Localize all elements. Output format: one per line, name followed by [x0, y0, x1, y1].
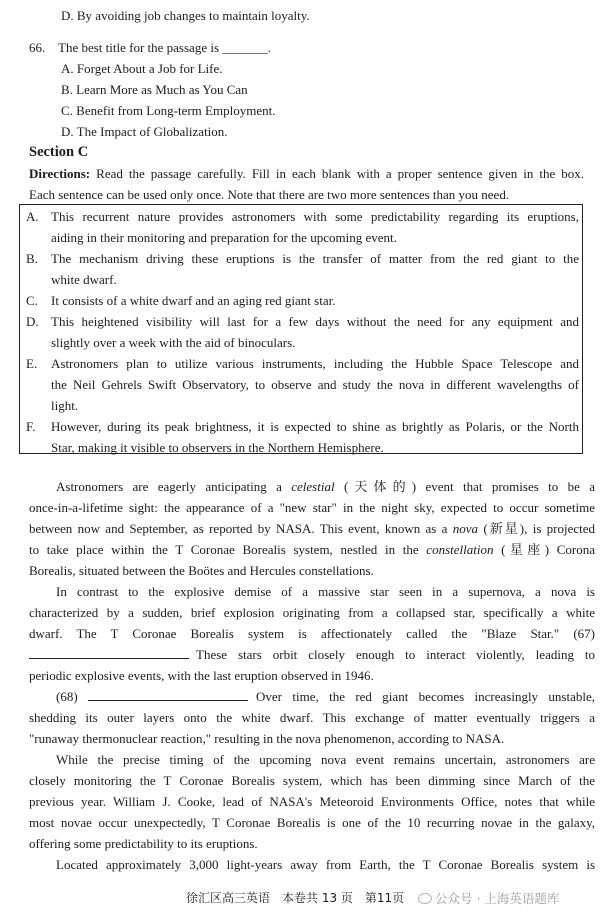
p1-line-5: Borealis, situated between the Boötes and Hercules constellations.	[29, 563, 374, 578]
section-title: Section C	[29, 144, 89, 160]
blank-68-number: (68)	[56, 689, 78, 704]
directions-line-2: Each sentence can be used only once. Note that there are two more sentences than you need.	[29, 187, 510, 202]
word-nova: nova	[452, 521, 479, 536]
option-b-line-2: white dwarf.	[51, 272, 117, 287]
p1-text: between now and September, as reported by NASA. This event, known as a	[29, 521, 448, 536]
option-d-key: D.	[26, 314, 39, 329]
p1-line-1	[56, 476, 595, 497]
word-constellation: constellation	[426, 542, 494, 557]
q66-option-b: B. Learn More as Much as You Can	[61, 82, 248, 97]
p1-text: Astronomers are eagerly anticipating a	[56, 479, 282, 494]
p1-line-3	[29, 518, 595, 539]
p3-line-3: "runaway thermonuclear reaction," resulting in the nova phenomenon, according to NASA.	[29, 731, 505, 746]
option-a-key: A.	[26, 209, 39, 224]
watermark-text: 公众号 · 上海英语题库	[435, 891, 560, 906]
p2-line-4: These stars orbit closely enough to interact violently, leading to	[196, 647, 595, 662]
option-e-key: E.	[26, 356, 38, 371]
directions-label: Directions:	[29, 166, 91, 181]
p2-line-3: dwarf. The T Coronae Borealis system is affectionately called the "Blaze Star." (67)	[29, 626, 595, 641]
option-f-key: F.	[26, 419, 36, 434]
p1-text: event that promises to be a	[425, 479, 596, 494]
option-d-line-1: This heightened visibility will last for a few days without the need for any equipment and	[51, 314, 579, 329]
directions-line-1	[29, 163, 584, 184]
watermark	[418, 888, 559, 909]
p3-line-2: shedding its outer layers onto the white dwarf. This exchange of matter eventually triggers a	[29, 710, 595, 725]
p4-line-3: previous year. William J. Cooke, lead of NASA's Meteoroid Environments Office, notes that while	[29, 794, 595, 809]
option-b-key: B.	[26, 251, 38, 266]
q66-number: 66.	[29, 40, 46, 55]
wechat-icon	[418, 893, 432, 904]
p2-line-1: In contrast to the explosive demise of a massive star seen in a supernova, a nova is	[56, 584, 595, 599]
blank-68	[88, 686, 248, 707]
p3-line-1: Over time, the red giant becomes increasingly unstable,	[256, 689, 595, 704]
p1-line-4	[29, 539, 595, 560]
word-celestial: celestial	[291, 479, 335, 494]
option-a-line-2: aiding in their monitoring and preparation for the upcoming event.	[51, 230, 397, 245]
option-f-line-1: However, during its peak brightness, it is expected to shine as brightly as Polaris, or the North	[51, 419, 579, 434]
q65-option-d: D. By avoiding job changes to maintain loyalty.	[61, 8, 310, 23]
page-footer: 徐汇区高三英语 本卷共 13 页 第11页	[186, 891, 405, 905]
p1-text: is projected	[532, 521, 596, 536]
directions-text: Read the passage carefully. Fill in each blank with a proper sentence given in the box.	[90, 166, 584, 181]
q66-option-d: D. The Impact of Globalization.	[61, 124, 228, 139]
p4-line-2: closely monitoring the T Coronae Borealis system, which has been dimming since March of the	[29, 773, 595, 788]
q66-option-a: A. Forget About a Job for Life.	[61, 61, 223, 76]
gloss-nova: (新星),	[483, 521, 528, 536]
p1-text: to take place within the T Coronae Borealis system, nestled in the	[29, 542, 419, 557]
option-e-line-2: the Neil Gehrels Swift Observatory, to observe and study the nova in different wavelengths of	[51, 377, 579, 392]
blank-67	[29, 644, 189, 665]
p4-line-1: While the precise timing of the upcoming nova event remains uncertain, astronomers are	[56, 752, 595, 767]
option-c-line-1: It consists of a white dwarf and an aging red giant star.	[51, 293, 336, 308]
option-f-line-2: Star, making it visible to observers in the Northern Hemisphere.	[51, 440, 384, 455]
option-e-line-1: Astronomers plan to utilize various instruments, including the Hubble Space Telescope and	[51, 356, 579, 371]
q66-option-c: C. Benefit from Long-term Employment.	[61, 103, 276, 118]
p1-text: Corona	[556, 542, 595, 557]
option-e-line-3: light.	[51, 398, 79, 413]
p4-line-4: most novae occur unexpectedly, T Coronae Borealis is one of the 10 recurring novae in the galaxy,	[29, 815, 595, 830]
option-b-line-1: The mechanism driving these eruptions is the transfer of matter from the red giant to the	[51, 251, 579, 266]
option-a-line-1: This recurrent nature provides astronomers with some predictability regarding its eruptions,	[51, 209, 579, 224]
gloss-celestial: (天体的)	[343, 479, 417, 494]
p2-line-5: periodic explosive events, with the last eruption observed in 1946.	[29, 668, 374, 683]
p4-line-5: offering some predictability to its eruptions.	[29, 836, 258, 851]
p2-line-2: characterized by a sudden, brief explosion originating from a collapsed star, specifically a white	[29, 605, 595, 620]
gloss-constellation: (星座)	[501, 542, 550, 557]
p5-line-1: Located approximately 3,000 light-years away from Earth, the T Coronae Borealis system is	[56, 857, 595, 872]
q66-stem: The best title for the passage is _______.	[58, 40, 272, 55]
option-d-line-2: slightly over a week with the aid of binoculars.	[51, 335, 296, 350]
option-c-key: C.	[26, 293, 38, 308]
p1-line-2: once-in-a-lifetime sight: the appearance of a "new star" in the night sky, expected to occur sometime	[29, 500, 595, 515]
